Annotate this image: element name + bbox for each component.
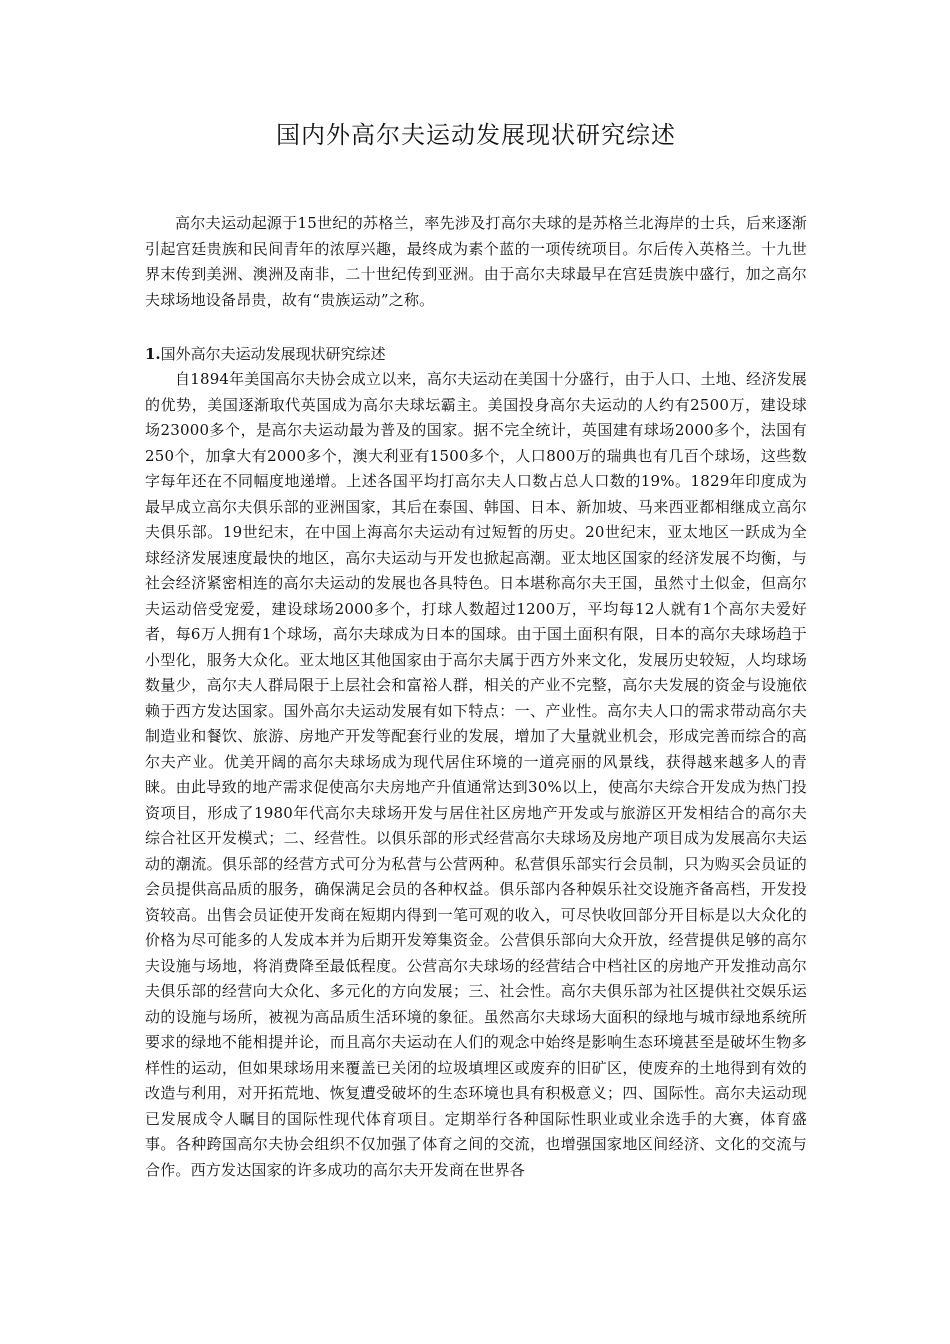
- section-1-heading-text: 国外高尔夫运动发展现状研究综述: [160, 345, 386, 363]
- intro-paragraph: 高尔夫运动起源于15世纪的苏格兰，率先涉及打高尔夫球的是苏格兰北海岸的士兵，后来逐渐引起宫廷贵族和民间青年的浓厚兴趣，最终成为素个蓝的一项传统项目。尔后传入英格兰。十九世界末传到美洲、澳洲及南非，二十世纪传到亚洲。由于高尔夫球最早在宫廷贵族中盛行，加之高尔夫球场地设备昂贵，故有“贵族运动”之称。: [145, 214, 807, 309]
- document-title: 国内外高尔夫运动发展现状研究综述: [276, 121, 676, 149]
- section-1-heading: [145, 342, 807, 368]
- section-1-paragraph: 自1894年美国高尔夫协会成立以来，高尔夫运动在美国十分盛行，由于人口、土地、经济发展的优势，美国逐渐取代英国成为高尔夫球坛霸主。美国投身高尔夫运动的人约有2500万，建设球场23000多个，是高尔夫运动最为普及的国家。据不完全统计，英国建有球场2000多个，法国有250个，加拿大有2000多个，澳大利亚有1500多个，人口800万的瑞典也有几百个球场，这些数字每年还在不同幅度地递增。上述各国平均打高尔夫人口数占总人口数的19%。1829年印度成为最早成立高尔夫俱乐部的亚洲国家，其后在泰国、韩国、日本、新加坡、马来西亚都相继成立高尔夫俱乐部。19世纪末，在中国上海高尔夫运动有过短暂的历史。20世纪末，亚太地区一跃成为全球经济发展速度最快的地区，高尔夫运动与开发也掀起高潮。亚太地区国家的经济发展不均衡，与社会经济紧密相连的高尔夫运动的发展也各具特色。日本堪称高尔夫王国，虽然寸土似金，但高尔夫运动倍受宠爱，建设球场2000多个，打球人数超过1200万，平均每12人就有1个高尔夫爱好者，每6万人拥有1个球场，高尔夫球成为日本的国球。由于国土面积有限，日本的高尔夫球场趋于小型化，服务大众化。亚太地区其他国家由于高尔夫属于西方外来文化，发展历史较短，人均球场数量少，高尔夫人群局限于上层社会和富裕人群，相关的产业不完整，高尔夫发展的资金与设施依赖于西方发达国家。国外高尔夫运动发展有如下特点：一、产业性。高尔夫人口的需求带动高尔夫制造业和餐饮、旅游、房地产开发等配套行业的发展，增加了大量就业机会，形成完善而综合的高尔夫产业。优美开阔的高尔夫球场成为现代居住环境的一道亮丽的风景线，获得越来越多人的青睐。由此导致的地产需求促使高尔夫房地产升值通常达到30%以上，使高尔夫综合开发成为热门投资项目，形成了1980年代高尔夫球场开发与居住社区房地产开发或与旅游区开发相结合的高尔夫综合社区开发模式；二、经营性。以俱乐部的形式经营高尔夫球场及房地产项目成为发展高尔夫运动的潮流。俱乐部的经营方式可分为私营与公营两种。私营俱乐部实行会员制，只为购买会员证的会员提供高品质的服务，确保满足会员的各种权益。俱乐部内各种娱乐社交设施齐备高档，开发投资较高。出售会员证使开发商在短期内得到一笔可观的收入，可尽快收回部分开目标是以大众化的价格为尽可能多的人发成本并为后期开发筹集资金。公营俱乐部向大众开放，经营提供足够的高尔夫设施与场地，将消费降至最低程度。公营高尔夫球场的经营结合中档社区的房地产开发推动高尔夫俱乐部的经营向大众化、多元化的方向发展；三、社会性。高尔夫俱乐部为社区提供社交娱乐运动的设施与场所，被视为高品质生活环境的象征。虽然高尔夫球场大面积的绿地与城市绿地系统所要求的绿地不能相提并论，而且高尔夫运动在人们的观念中始终是影响生态环境甚至是破坏生物多样性的运动，但如果球场用来覆盖已关闭的垃圾填埋区或废弃的旧矿区，使废弃的土地得到有效的改造与利用，对开拓荒地、恢复遭受破坏的生态环境也具有积极意义；四、国际性。高尔夫运动现已发展成令人瞩目的国际性现代体育项目。定期举行各种国际性职业或业余选手的大赛，体育盛事。各种跨国高尔夫协会组织不仅加强了体育之间的交流，也增强国家地区间经济、文化的交流与合作。西方发达国家的许多成功的高尔夫开发商在世界各: [145, 370, 807, 1179]
- section-1-number: 1.: [145, 345, 161, 363]
